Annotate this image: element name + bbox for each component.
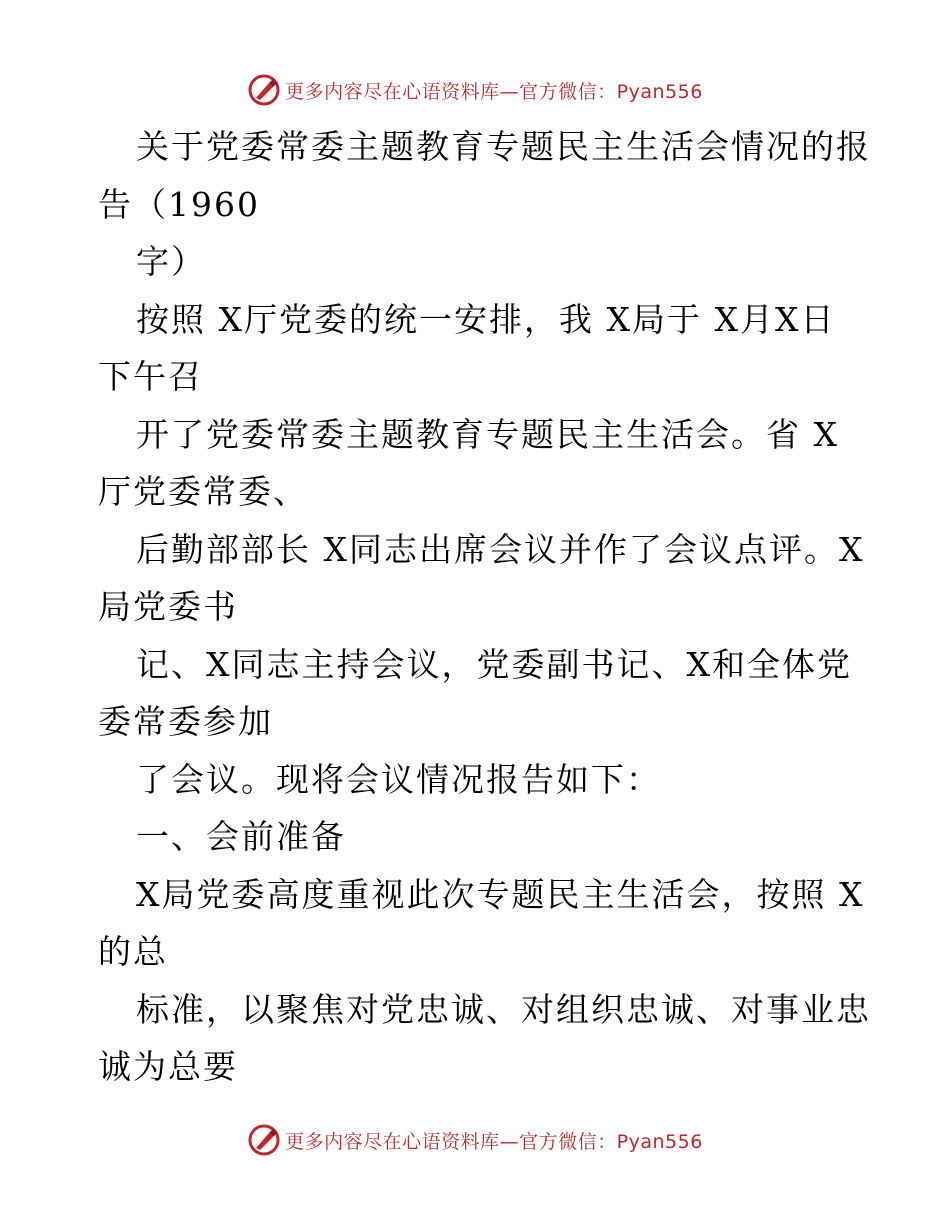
text-line: 后勤部部长 X同志出席会议并作了会议点评。X — [136, 529, 865, 569]
text-line: 下午召 — [98, 357, 203, 396]
watermark-text: 更多内容尽在心语资料库—官方微信：Pyan556 — [285, 80, 703, 103]
text-line: 的总 — [98, 932, 168, 971]
pen-logo-icon — [247, 1123, 281, 1157]
pen-logo-icon — [247, 73, 281, 107]
text-line: 委常委参加 — [98, 702, 273, 741]
watermark-text: 更多内容尽在心语资料库—官方微信：Pyan556 — [285, 1130, 703, 1153]
text-line: 告（1960 — [98, 184, 260, 224]
document-body — [98, 118, 871, 1096]
watermark-footer — [0, 1120, 950, 1160]
text-line: 按照 X厅党委的统一安排，我 X局于 X月X日 — [136, 299, 836, 339]
text-line: 诚为总要 — [98, 1047, 238, 1086]
section-heading: 一、会前准备 — [136, 817, 346, 856]
text-line: 字） — [136, 242, 206, 281]
watermark-header — [0, 70, 950, 110]
text-line: 标准，以聚焦对党忠诚、对组织忠诚、对事业忠 — [136, 989, 871, 1029]
text-line: 记、X同志主持会议，党委副书记、X和全体党 — [136, 644, 852, 684]
text-line: 局党委书 — [98, 587, 238, 626]
text-line: 厅党委常委、 — [98, 472, 308, 511]
text-line: X局党委高度重视此次专题民主生活会，按照 X — [136, 874, 865, 914]
text-line: 了会议。现将会议情况报告如下： — [136, 759, 661, 799]
text-line: 关于党委常委主题教育专题民主生活会情况的报 — [136, 127, 871, 166]
text-line: 开了党委常委主题教育专题民主生活会。省 X — [136, 414, 839, 454]
